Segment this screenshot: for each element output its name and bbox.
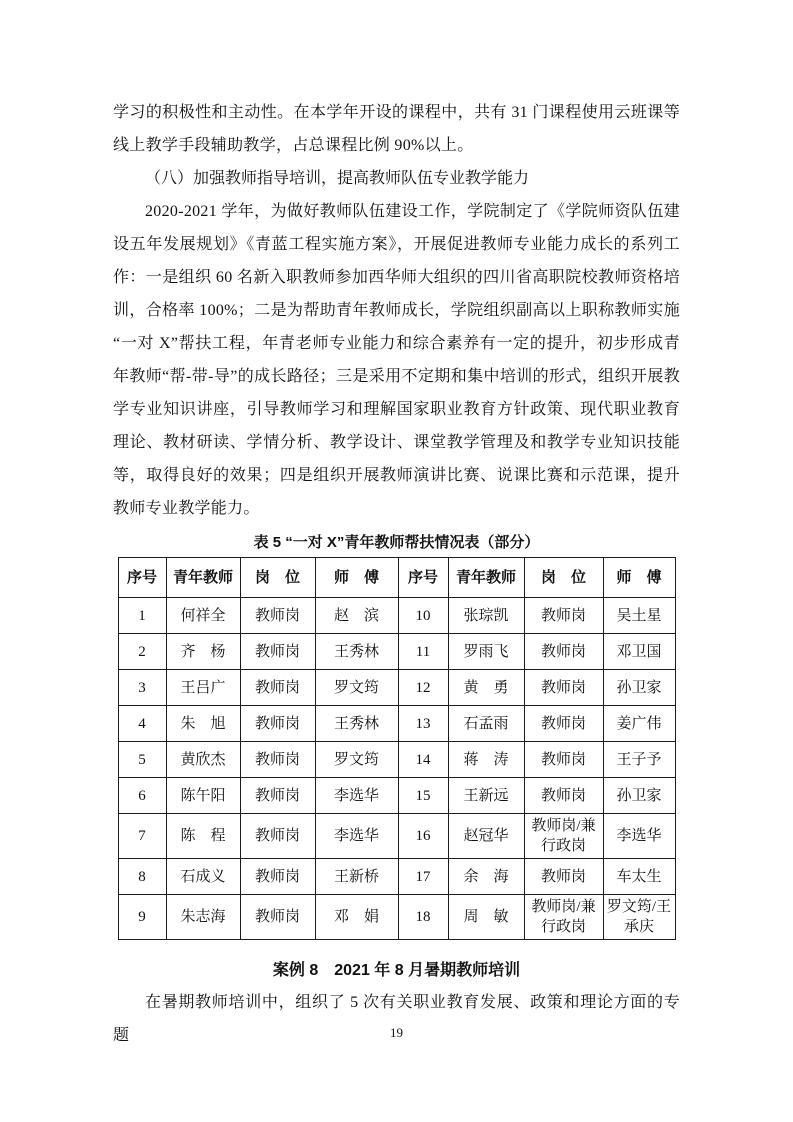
table-row	[118, 814, 675, 859]
table-cell: 李选华	[315, 778, 398, 814]
table-cell: 孙卫家	[603, 778, 675, 814]
table-header-cell: 师 傅	[315, 558, 398, 598]
table-cell: 石成义	[166, 859, 240, 895]
table-cell: 18	[398, 895, 448, 940]
table-cell: 赵 滨	[315, 598, 398, 634]
table-cell: 教师岗/兼行政岗	[524, 895, 603, 940]
table-header-cell: 师 傅	[603, 558, 675, 598]
table-cell: 朱志海	[166, 895, 240, 940]
paragraph-main: 2020-2021 学年，为做好教师队伍建设工作，学院制定了《学院师资队伍建设五年发展规划》《青蓝工程实施方案》，开展促进教师专业能力成长的系列工作：一是组织 60 名新入职教师参加西华师大组织的四川省高职院校教师资格培训，合格率 100%；二是为帮助青年教师成长，学院组织副高以上职称教师实施“一对 X”帮扶工程，年青老师专业能力和综合素养有一定的提升，初步形成青年教师“帮-带-导”的成长路径；三是采用不定期和集中培训的形式，组织开展教学专业知识讲座，引导教师学习和理解国家职业教育方针政策、现代职业教育理论、教材研读、学情分析、教学设计、课堂教学管理及和教学专业知识技能等，取得良好的效果；四是组织开展教师演讲比赛、说课比赛和示范课，提升教师专业教学能力。	[113, 203, 680, 517]
table-header-row	[118, 558, 675, 598]
table-cell: 陈 程	[166, 814, 240, 859]
table-cell: 14	[398, 742, 448, 778]
table-cell: 教师岗	[524, 706, 603, 742]
table-cell: 邓 娟	[315, 895, 398, 940]
page-number: 19	[390, 1025, 403, 1040]
table-cell: 李选华	[603, 814, 675, 859]
table-cell: 赵冠华	[448, 814, 524, 859]
table-header	[118, 558, 675, 598]
table-cell: 罗文筠	[315, 742, 398, 778]
table-cell: 15	[398, 778, 448, 814]
table-cell: 3	[118, 670, 166, 706]
table-row	[118, 598, 675, 634]
table-header-cell: 岗 位	[524, 558, 603, 598]
table-cell: 17	[398, 859, 448, 895]
table-row	[118, 634, 675, 670]
table-cell: 教师岗	[240, 814, 315, 859]
mentor-pairing-table	[118, 557, 676, 940]
table-cell: 教师岗	[524, 598, 603, 634]
table-cell: 邓卫国	[603, 634, 675, 670]
table-cell: 教师岗	[240, 895, 315, 940]
table-cell: 6	[118, 778, 166, 814]
table-header-cell: 序号	[398, 558, 448, 598]
table-row	[118, 778, 675, 814]
table-cell: 11	[398, 634, 448, 670]
page-content	[113, 96, 680, 1052]
table-cell: 教师岗	[524, 670, 603, 706]
table-cell: 陈午阳	[166, 778, 240, 814]
table-cell: 教师岗	[524, 742, 603, 778]
table-cell: 教师岗/兼行政岗	[524, 814, 603, 859]
table-cell: 教师岗	[240, 634, 315, 670]
table-cell: 2	[118, 634, 166, 670]
table-cell: 教师岗	[240, 670, 315, 706]
paragraph-case: 在暑期教师培训中，组织了 5 次有关职业教育发展、政策和理论方面的专题	[113, 994, 680, 1044]
table-cell: 12	[398, 670, 448, 706]
table-header-cell: 岗 位	[240, 558, 315, 598]
table-cell: 王秀林	[315, 634, 398, 670]
table-cell: 教师岗	[524, 778, 603, 814]
table-row	[118, 670, 675, 706]
table-cell: 姜广伟	[603, 706, 675, 742]
table-cell: 1	[118, 598, 166, 634]
table-body	[118, 598, 675, 940]
table-cell: 5	[118, 742, 166, 778]
table-header-cell: 序号	[118, 558, 166, 598]
table-caption: 表 5 “一对 X”青年教师帮扶情况表（部分）	[253, 534, 540, 551]
case-heading: 案例 8 2021 年 8 月暑期教师培训	[272, 962, 521, 979]
table-cell: 13	[398, 706, 448, 742]
table-cell: 教师岗	[524, 634, 603, 670]
table-row	[118, 742, 675, 778]
table-row	[118, 895, 675, 940]
table-header-cell: 青年教师	[166, 558, 240, 598]
table-cell: 李选华	[315, 814, 398, 859]
table-cell: 9	[118, 895, 166, 940]
table-cell: 罗文筠/王承庆	[603, 895, 675, 940]
table-cell: 吴土星	[603, 598, 675, 634]
table-cell: 教师岗	[240, 598, 315, 634]
table-cell: 王子予	[603, 742, 675, 778]
table-cell: 黄 勇	[448, 670, 524, 706]
table-cell: 10	[398, 598, 448, 634]
table-cell: 罗雨飞	[448, 634, 524, 670]
table-cell: 朱 旭	[166, 706, 240, 742]
table-cell: 孙卫家	[603, 670, 675, 706]
table-cell: 石孟雨	[448, 706, 524, 742]
table-cell: 教师岗	[240, 742, 315, 778]
table-cell: 齐 杨	[166, 634, 240, 670]
table-cell: 黄欣杰	[166, 742, 240, 778]
table-cell: 车太生	[603, 859, 675, 895]
table-cell: 王新桥	[315, 859, 398, 895]
paragraph-continuation: 学习的积极性和主动性。在本学年开设的课程中，共有 31 门课程使用云班课等线上教学手段辅助教学，占总课程比例 90%以上。	[113, 104, 680, 154]
table-cell: 蒋 涛	[448, 742, 524, 778]
table-cell: 余 海	[448, 859, 524, 895]
table-cell: 罗文筠	[315, 670, 398, 706]
table-row	[118, 859, 675, 895]
table-cell: 张琮凯	[448, 598, 524, 634]
table-cell: 王新远	[448, 778, 524, 814]
table-cell: 8	[118, 859, 166, 895]
table-cell: 周 敏	[448, 895, 524, 940]
table-cell: 教师岗	[524, 859, 603, 895]
table-cell: 4	[118, 706, 166, 742]
section-heading: （八）加强教师指导培训，提高教师队伍专业教学能力	[145, 170, 530, 187]
table-cell: 教师岗	[240, 859, 315, 895]
table-row	[118, 706, 675, 742]
table-cell: 16	[398, 814, 448, 859]
table-cell: 王吕广	[166, 670, 240, 706]
table-cell: 教师岗	[240, 778, 315, 814]
table-cell: 教师岗	[240, 706, 315, 742]
table-cell: 王秀林	[315, 706, 398, 742]
table-cell: 7	[118, 814, 166, 859]
table-header-cell: 青年教师	[448, 558, 524, 598]
table-cell: 何祥全	[166, 598, 240, 634]
